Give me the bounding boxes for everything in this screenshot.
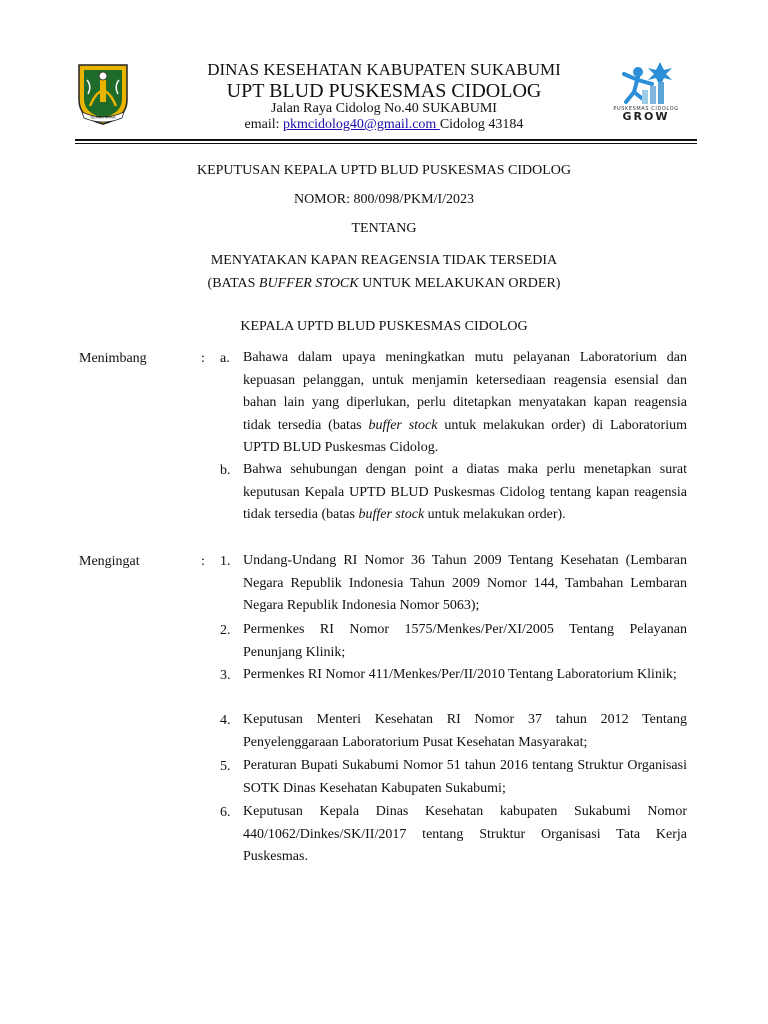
mengingat-marker-5: 5. [220, 759, 231, 774]
mengingat-marker-3: 3. [220, 668, 231, 683]
about-label: TENTANG [351, 221, 417, 236]
mengingat-colon: : [201, 554, 205, 569]
mengingat-item-6: Keputusan Kepala Dinas Kesehatan kabupaten Sukabumi Nomor 440/1062/Dinkes/SK/II/2017 tentang Struktur Organisasi Tata Kerja Puskesmas. [243, 804, 687, 864]
menimbang-item-a [243, 347, 687, 460]
item-b-pre: Bahwa sehubungan dengan point a diatas maka perlu menetapkan surat keputusan Kepala UPTD BLUD Puskesmas Cidolog tentang kapan reagensia tidak tersedia (batas [243, 462, 687, 522]
menimbang-colon: : [201, 351, 205, 366]
agency-name: DINAS KESEHATAN KABUPATEN SUKABUMI [207, 60, 561, 79]
menimbang-label: Menimbang [79, 351, 147, 366]
email-link[interactable]: pkmcidolog40@gmail.com [283, 117, 440, 132]
mengingat-item-2: Permenkes RI Nomor 1575/Menkes/Per/XI/2005 Tentang Pelayanan Penunjang Klinik; [243, 622, 687, 660]
decree-subject: MENYATAKAN KAPAN REAGENSIA TIDAK TERSEDIA [210, 253, 558, 268]
item-a-pre: Bahawa dalam upaya meningkatkan mutu pelayanan Laboratorium dan kepuasan pelanggan, untuk menjamin ketersediaan reagensia esensial dan bahan lain yang diperlukan, perlu ditetapkan menyatakan kapan reagensia tidak tersedia (batas [243, 350, 687, 433]
authority-heading: KEPALA UPTD BLUD PUSKESMAS CIDOLOG [240, 319, 528, 334]
subject2-post: UNTUK MELAKUKAN ORDER) [358, 276, 561, 291]
address: Jalan Raya Cidolog No.40 SUKABUMI [271, 101, 497, 116]
item-a-post: untuk melakukan order) di Laboratorium UPTD BLUD Puskesmas Cidolog. [243, 417, 687, 455]
letterhead-rule-thin [75, 143, 697, 144]
subject2-pre: (BATAS [207, 276, 259, 291]
decree-subject-line2 [0, 276, 768, 292]
mengingat-item-3: Permenkes RI Nomor 411/Menkes/Per/II/2010 Tentang Laboratorium Klinik; [243, 667, 677, 682]
decree-number: NOMOR: 800/098/PKM/I/2023 [293, 192, 475, 207]
decree-title: KEPUTUSAN KEPALA UPTD BLUD PUSKESMAS CIDOLOG [196, 163, 572, 178]
logo-caption: PUSKESMAS CIDOLOG [613, 106, 679, 112]
mengingat-marker-2: 2. [220, 623, 231, 638]
mengingat-item-4: Keputusan Menteri Kesehatan RI Nomor 37 tahun 2012 Tentang Penyelenggaraan Laboratorium Pusat Kesehatan Masyarakat; [243, 712, 687, 750]
mengingat-item-5: Peraturan Bupati Sukabumi Nomor 51 tahun 2016 tentang Struktur Organisasi SOTK Dinas Kesehatan Kabupaten Sukabumi; [243, 758, 687, 796]
item-b-em: buffer stock [358, 507, 425, 522]
menimbang-marker-b: b. [220, 463, 231, 478]
mengingat-item-1: Undang-Undang RI Nomor 36 Tahun 2009 Tentang Kesehatan (Lembaran Negara Republik Indonesia Tahun 2009 Nomor 144, Tambahan Lembaran Negara Republik Indonesia Nomor 5063); [243, 553, 687, 613]
mengingat-marker-4: 4. [220, 713, 231, 728]
puskesmas-grow-logo [594, 60, 694, 127]
subject2-em: BUFFER STOCK [258, 276, 359, 291]
menimbang-item-b [243, 459, 687, 527]
mengingat-marker-1: 1. [220, 554, 231, 569]
unit-name: UPT BLUD PUSKESMAS CIDOLOG [226, 80, 542, 102]
email-label: email: [244, 117, 284, 132]
item-a-em: buffer stock [368, 417, 438, 433]
mengingat-label: Mengingat [79, 554, 140, 569]
mengingat-marker-6: 6. [220, 805, 231, 820]
letterhead-rule-thick [75, 139, 697, 141]
seal-motto: GEMAH RIPAH [90, 115, 116, 120]
postal-code: Cidolog 43184 [439, 117, 524, 132]
menimbang-marker-a: a. [220, 351, 230, 366]
logo-word: GROW [622, 110, 670, 122]
item-b-post: untuk melakukan order). [424, 507, 566, 522]
